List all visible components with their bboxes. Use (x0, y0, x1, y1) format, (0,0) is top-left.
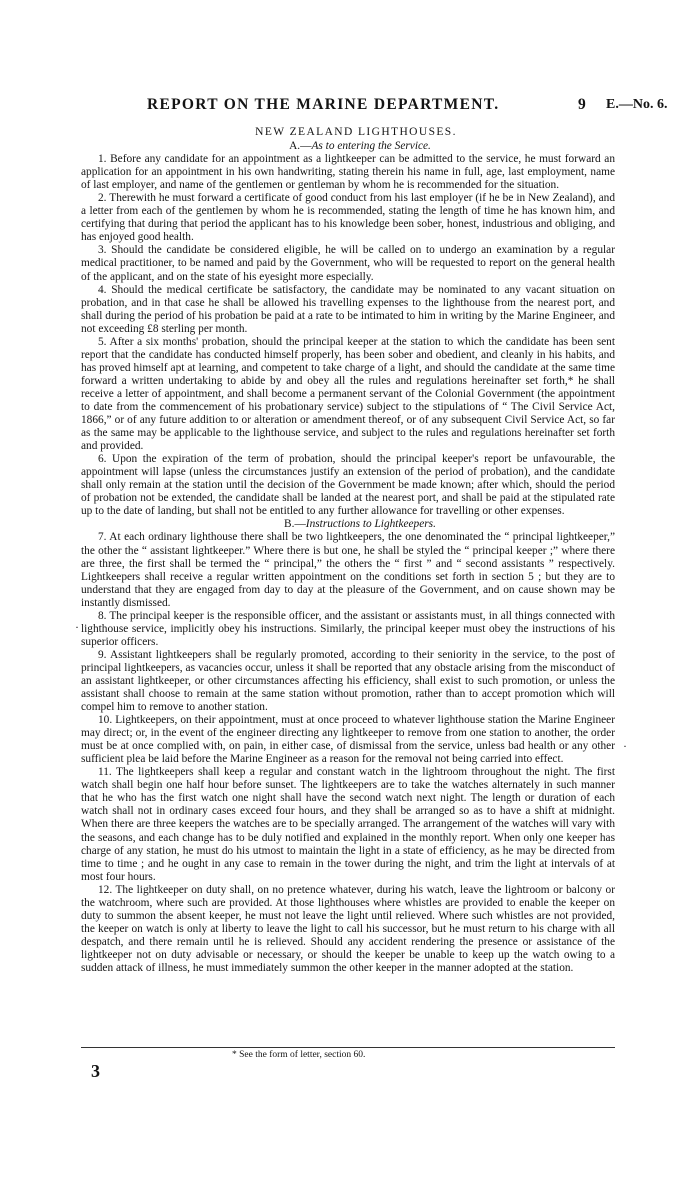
paragraph: 9. Assistant lightkeepers shall be regularly promoted, according to their seniority in the service, to the post of principal lightkeepers, as vacancies occur, unless it shall be reported that any obstacle arising from the misconduct of an assistant lightkeeper, or other circumstances affecting his efficiency, shall exist to such promotion, or unless the assistant shall choose to remain at the same station without promotion, rather than to accept promotion which will compel him to remove to another station. (81, 648, 615, 714)
section-b-paragraphs (81, 531, 615, 975)
header-title: REPORT ON THE MARINE DEPARTMENT. (147, 96, 500, 113)
document-subtitle: NEW ZEALAND LIGHTHOUSES. (255, 126, 457, 138)
paragraph: 8. The principal keeper is the responsible officer, and the assistant or assistants must, in all things connected with lighthouse service, implicitly obey his instructions. Similarly, the principal keeper must obey the instructions of his superior officers. (81, 609, 615, 648)
section-a-letter: A.— (289, 140, 312, 153)
paragraph: 7. At each ordinary lighthouse there shall be two lightkeepers, the one denominated the “ principal lightkeeper,” the other the “ assistant lightkeeper.” Where there is but one, he shall be styled the “ principal keeper ;” where there are three, the first shall be termed the “ principal,” the others the “ first ” and “ second assistants ” respectively. Lightkeepers shall receive a regular written appointment on the conditions set forth in section 5 ; but they are to understand that they are engaged from day to day at the pleasure of the Government, and on cause shown may be instantly dismissed. (81, 531, 615, 609)
signature-mark: 3 (91, 1061, 100, 1081)
paragraph: 3. Should the candidate be considered eligible, he will be called on to undergo an examination by a regular medical practitioner, to be named and paid by the Government, who will be requested to report on the general health of the applicant, and on the state of his eyesight more especially. (81, 244, 615, 283)
running-header (0, 96, 700, 116)
paragraph: 4. Should the medical certificate be satisfactory, the candidate may be nominated to any vacant situation on probation, and in that case he shall be allowed his travelling expenses to the lighthouse from the nearest port, and shall during the period of his probation be paid at a rate to be intimated to him in writing by the Marine Engineer, and not exceeding £8 sterling per month. (81, 283, 615, 335)
section-b-title: Instructions to Lightkeepers. (305, 518, 436, 531)
paragraph: 1. Before any candidate for an appointment as a lightkeeper can be admitted to the service, he must forward an application for an appointment in his own handwriting, stating therein his name in full, age, last employment, name of last employer, and name of the gentlemen or gentleman by whom he is recommended for the situation. (81, 153, 615, 192)
page-number: 9 (578, 96, 586, 113)
paragraph: 12. The lightkeeper on duty shall, on no pretence whatever, during his watch, leave the lightroom or balcony or the watchroom, where such are provided. At those lighthouses where whistles are provided to enable the keeper on duty to summon the absent keeper, he must not leave the light until relieved. Where such whistles are not provided, the keeper on watch is only at liberty to leave the light to call his successor, but he must return to his charge with all despatch, and there remain until he is relieved. Should any accident rendering the presence or assistance of the lightkeeper not on duty advisable or necessary, or should the keeper be unable to keep up the watch owing to a sudden attack of illness, he must immediately summon the other keeper in the manner adopted at the station. (81, 883, 615, 974)
paragraph: 5. After a six months' probation, should the principal keeper at the station to which the candidate has been sent report that the candidate has conducted himself properly, has been sober and obedient, and cleanly in his habits, and has proved himself apt at learning, and competent to take charge of a light, and should the candidate at the same time forward a written undertaking to abide by and obey all the rules and regulations hereinafter set forth,* he shall receive a letter of appointment, and shall become a permanent servant of the Colonial Government (the appointment to date from the commencement of his probationary service) subject to the stipulations of “ The Civil Service Act, 1866,” or of any future addition to or alteration or amendment thereof, or of any subsequent Civil Service Act, so far as the same may be applicable to the lighthouse service, and subject to the rules and regulations hereinafter set forth and provided. (81, 335, 615, 453)
paragraph: 2. Therewith he must forward a certificate of good conduct from his last employer (if he be in New Zealand), and a letter from each of the gentlemen by whom he is recommended, stating the length of time he has known him, and certifying that during that period the applicant has to his knowledge been sober, honest, industrious and obliging, and has enjoyed good health. (81, 192, 615, 244)
section-a-heading (81, 140, 615, 153)
section-a-paragraphs (81, 153, 615, 518)
paragraph: 6. Upon the expiration of the term of probation, should the principal keeper's report be unfavourable, the appointment will lapse (unless the circumstances justify an extension of the period of probation), and the candidate shall only remain at the station until the decision of the Government be made known; after which, should the period of probation not be extended, the candidate shall be landed at the nearest port, and shall be paid at the stipulated rate up to the date of landing, but shall not be entitled to any further allowance for travelling or other expenses. (81, 453, 615, 518)
document-body (81, 126, 615, 975)
footnote: * See the form of letter, section 60. (232, 1050, 366, 1060)
section-b-letter: B.— (284, 518, 306, 531)
margin-mark: · (623, 739, 627, 753)
paragraph: 11. The lightkeepers shall keep a regular and constant watch in the lightroom throughout the night. The first watch shall begin one half hour before sunset. The lightkeepers are to take the watches alternately in such manner that he who has the first watch one night shall have the second watch next night. The length or duration of each watch shall not in ordinary cases exceed four hours, and they shall be arranged so as to have a shift at midnight. When there are three keepers the watches are to be specially arranged. The arrangement of the watches will vary with the seasons, and each change has to be duly notified and explained in the monthly report. When only one keeper has charge of any station, he must do his utmost to maintain the light in a state of efficiency, as he may be directed from time to time ; and he ought in any case to remain in the tower during the night, and trim the light at intervals of at most four hours. (81, 766, 615, 883)
document-reference: E.—No. 6. (606, 97, 668, 112)
section-a-title: As to entering the Service. (311, 140, 431, 153)
footnote-rule (81, 1047, 615, 1048)
paragraph: 10. Lightkeepers, on their appointment, must at once proceed to whatever lighthouse station the Marine Engineer may direct; or, in the event of the engineer directing any lightkeeper to remove from one station to another, the order must be at once complied with, on pain, in either case, of dismissal from the service, unless bad health or any other sufficient plea be laid before the Marine Engineer as a reason for the removal not being carried into effect. (81, 714, 615, 766)
section-b-heading (81, 518, 615, 531)
margin-mark: · (75, 620, 79, 634)
